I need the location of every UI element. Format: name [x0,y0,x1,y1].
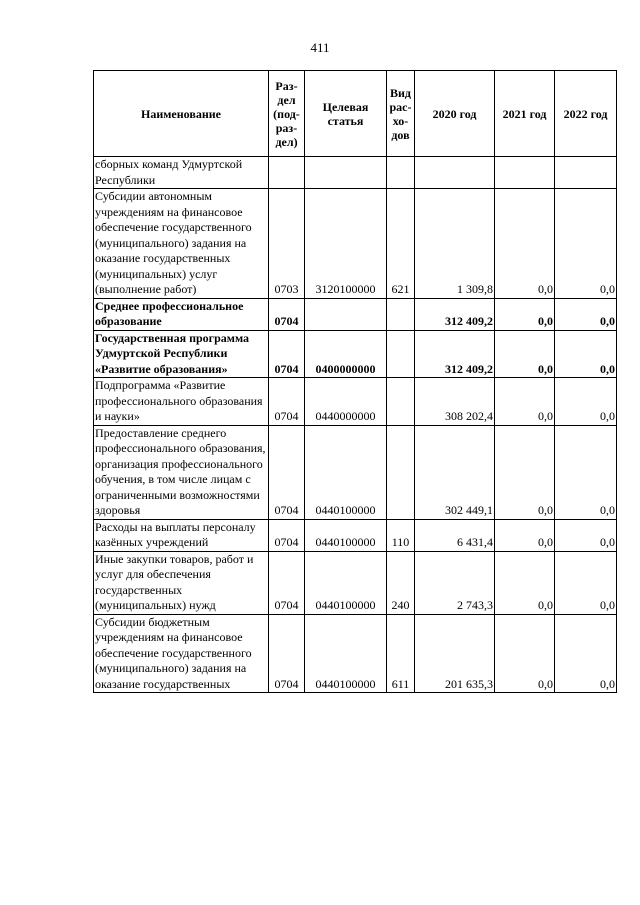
row-name: сборных команд Удмуртской Республики [94,157,269,189]
row-name: Предоставление среднего профессионального образования, организация профессионального обучения, в том числе лицам с ограниченными возможностями здоровья [94,425,269,519]
row-expense: 621 [387,189,415,299]
header-2020: 2020 год [415,71,495,157]
row-section: 0704 [269,519,305,551]
row-name: Субсидии автономным учреждениям на финансовое обеспечение государственного (муниципального) задания на оказание государственных (муниципальных) услуг (выполнение работ) [94,189,269,299]
row-target: 0440100000 [305,425,387,519]
header-target: Целевая статья [305,71,387,157]
row-2021: 0,0 [495,425,555,519]
table-header-row [94,71,617,157]
row-section: 0704 [269,425,305,519]
row-name: Среднее профессиональное образование [94,298,269,330]
row-2021: 0,0 [495,189,555,299]
row-section: 0704 [269,298,305,330]
row-2021: 0,0 [495,551,555,614]
row-2022: 0,0 [555,614,617,693]
row-2022 [555,157,617,189]
row-expense [387,425,415,519]
table-row [94,425,617,519]
row-expense: 110 [387,519,415,551]
row-2020: 201 635,3 [415,614,495,693]
header-name: Наименование [94,71,269,157]
row-expense [387,378,415,426]
table-row [94,519,617,551]
row-expense [387,298,415,330]
row-2020: 312 409,2 [415,330,495,378]
table-row [94,189,617,299]
row-2022: 0,0 [555,189,617,299]
row-target: 0440100000 [305,614,387,693]
row-2020: 308 202,4 [415,378,495,426]
header-section: Раз-дел (под-раз-дел) [269,71,305,157]
row-section: 0704 [269,551,305,614]
row-2021: 0,0 [495,378,555,426]
row-target [305,298,387,330]
row-name: Государственная программа Удмуртской Республики «Развитие образования» [94,330,269,378]
row-2022: 0,0 [555,551,617,614]
table-row [94,298,617,330]
page-number: 411 [310,40,330,55]
table-row [94,378,617,426]
row-2022: 0,0 [555,330,617,378]
header-expense: Вид рас-хо-дов [387,71,415,157]
row-target: 0440100000 [305,551,387,614]
row-2022: 0,0 [555,378,617,426]
row-2021: 0,0 [495,614,555,693]
row-section: 0704 [269,330,305,378]
row-target: 0440100000 [305,519,387,551]
row-target: 0400000000 [305,330,387,378]
table-row [94,157,617,189]
header-2022: 2022 год [555,71,617,157]
row-name: Расходы на выплаты персоналу казённых учреждений [94,519,269,551]
row-section: 0704 [269,614,305,693]
header-2021: 2021 год [495,71,555,157]
row-target: 0440000000 [305,378,387,426]
row-2021: 0,0 [495,519,555,551]
row-expense: 611 [387,614,415,693]
table-row [94,330,617,378]
row-name: Субсидии бюджетным учреждениям на финансовое обеспечение государственного (муниципального) задания на оказание государственных [94,614,269,693]
row-2021 [495,157,555,189]
row-2021: 0,0 [495,298,555,330]
row-2020: 1 309,8 [415,189,495,299]
row-2022: 0,0 [555,519,617,551]
row-section: 0704 [269,378,305,426]
table-row [94,551,617,614]
row-name: Подпрограмма «Развитие профессионального образования и науки» [94,378,269,426]
row-target [305,157,387,189]
row-expense [387,157,415,189]
row-2021: 0,0 [495,330,555,378]
row-target: 3120100000 [305,189,387,299]
budget-table [93,70,617,693]
row-name: Иные закупки товаров, работ и услуг для обеспечения государственных (муниципальных) нужд [94,551,269,614]
row-expense [387,330,415,378]
row-2020: 302 449,1 [415,425,495,519]
row-2020: 6 431,4 [415,519,495,551]
row-expense: 240 [387,551,415,614]
table-row [94,614,617,693]
row-section [269,157,305,189]
row-2020: 2 743,3 [415,551,495,614]
row-2022: 0,0 [555,425,617,519]
row-section: 0703 [269,189,305,299]
row-2022: 0,0 [555,298,617,330]
row-2020 [415,157,495,189]
row-2020: 312 409,2 [415,298,495,330]
